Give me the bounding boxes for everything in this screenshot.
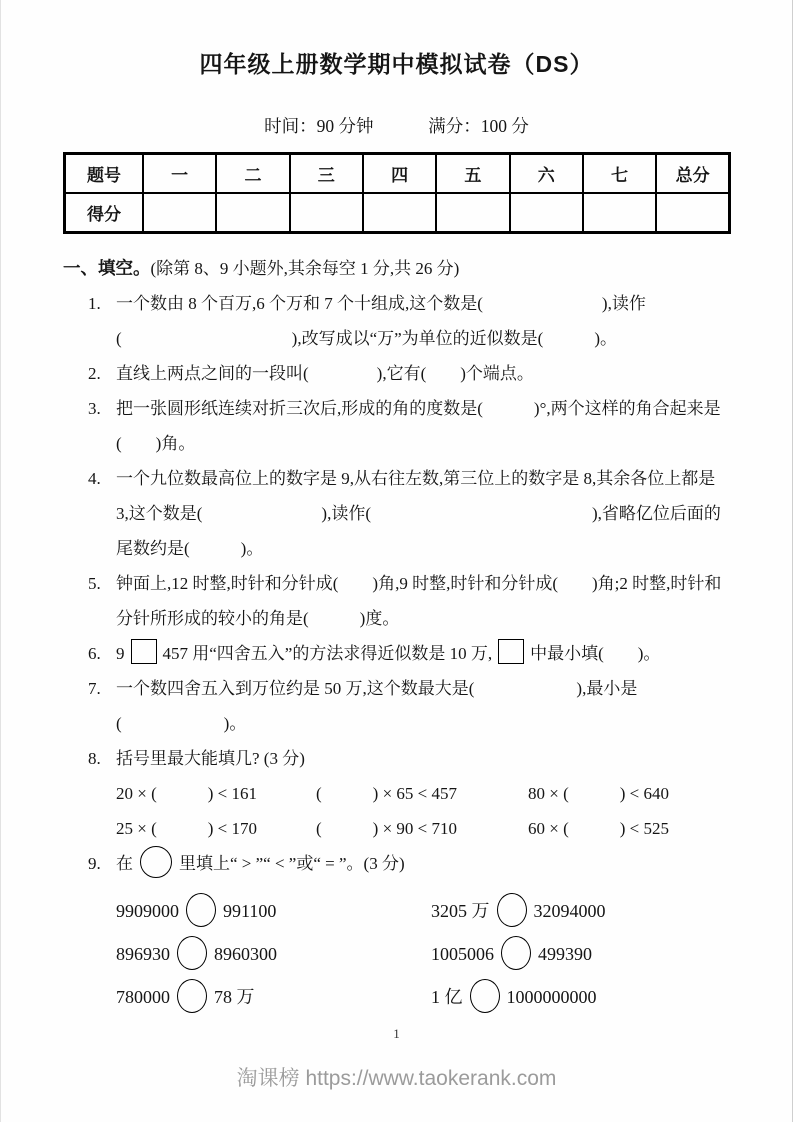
question-number: 6. <box>88 644 101 663</box>
comparison-row <box>116 932 730 975</box>
score-table-header-row <box>65 154 730 194</box>
question-1 <box>63 286 730 356</box>
compare-circle-icon <box>140 846 172 878</box>
score-table-col-total: 总分 <box>656 154 729 194</box>
left-value: 9909000 <box>116 900 179 921</box>
right-value: 32094000 <box>533 900 606 921</box>
right-value: 1000000000 <box>506 986 597 1007</box>
comparison-rows <box>116 889 730 1018</box>
score-cell <box>143 193 216 233</box>
left-value: 3205 万 <box>431 900 490 921</box>
section-one-heading <box>63 251 730 286</box>
comparison-pair <box>116 936 431 972</box>
score-table-col-3: 三 <box>290 154 363 194</box>
compare-circle-icon <box>177 936 207 970</box>
question-6-segment-2: 457 用“四舍五入”的方法求得近似数是 10 万, <box>162 644 493 663</box>
question-number: 3. <box>88 399 101 418</box>
question-number: 9. <box>88 854 101 873</box>
score-cell <box>656 193 729 233</box>
question-9-prompt <box>116 846 730 881</box>
question-text <box>116 741 730 846</box>
question-6-segment-3: 中最小填( )。 <box>530 644 661 663</box>
score-table-col-2: 二 <box>216 154 289 194</box>
score-cell <box>216 193 289 233</box>
score-table-col-1: 一 <box>143 154 216 194</box>
watermark-footer: 淘课榜 https://www.taokerank.com <box>236 1067 557 1090</box>
expression: ( ) × 65 < 457 <box>316 784 457 803</box>
comparison-row <box>116 975 730 1018</box>
question-8-prompt: 括号里最大能填几? (3 分) <box>116 749 305 768</box>
question-9 <box>63 846 730 1018</box>
right-value: 991100 <box>223 900 277 921</box>
compare-circle-icon <box>497 893 527 927</box>
question-text: 一个数由 8 个百万,6 个万和 7 个十组成,这个数是( ),读作( ),改写成以“万”为单位的近似数是( )。 <box>116 294 646 348</box>
comparison-row <box>116 889 730 932</box>
question-9-post: 里填上“ > ”“ < ”或“ = ”。(3 分) <box>179 854 405 873</box>
question-number: 5. <box>88 574 101 593</box>
question-8 <box>63 741 730 846</box>
page-title: 四年级上册数学期中模拟试卷（DS） <box>199 51 594 77</box>
expression: ( ) × 90 < 710 <box>316 819 457 838</box>
question-number: 8. <box>88 749 101 768</box>
question-number: 7. <box>88 679 101 698</box>
comparison-pair <box>116 893 431 929</box>
question-6-segment-1: 9 <box>116 644 125 663</box>
expression: 80 × ( ) < 640 <box>528 784 669 803</box>
score-cell <box>290 193 363 233</box>
score-table-col-4: 四 <box>363 154 436 194</box>
score-table-row-label: 得分 <box>65 193 144 233</box>
question-number: 4. <box>88 469 101 488</box>
question-4 <box>63 461 730 566</box>
compare-circle-icon <box>186 893 216 927</box>
left-value: 780000 <box>116 986 170 1007</box>
exam-content <box>1 0 792 1018</box>
right-value: 8960300 <box>214 943 277 964</box>
section-one-note: (除第 8、9 小题外,其余每空 1 分,共 26 分) <box>150 259 460 278</box>
score-table-score-row <box>65 193 730 233</box>
score-table-col-7: 七 <box>583 154 656 194</box>
question-7 <box>63 671 730 741</box>
score-cell <box>583 193 656 233</box>
left-value: 1005006 <box>431 943 494 964</box>
comparison-pair <box>431 979 597 1015</box>
exam-time-label: 时间：90 分钟 <box>264 116 374 136</box>
question-text: 直线上两点之间的一段叫( ),它有( )个端点。 <box>116 364 534 383</box>
score-table-col-6: 六 <box>510 154 583 194</box>
blank-square-box <box>131 639 157 664</box>
expression: 25 × ( ) < 170 <box>116 819 257 838</box>
score-table-header-label: 题号 <box>65 154 144 194</box>
question-text <box>116 636 730 671</box>
score-cell <box>363 193 436 233</box>
expression: 20 × ( ) < 161 <box>116 784 257 803</box>
right-value: 499390 <box>538 943 592 964</box>
expression-row <box>116 776 730 811</box>
question-text <box>116 846 730 1018</box>
question-text: 一个数四舍五入到万位约是 50 万,这个数最大是( ),最小是( )。 <box>116 679 638 733</box>
compare-circle-icon <box>470 979 500 1013</box>
exam-info <box>63 113 730 138</box>
comparison-pair <box>116 979 431 1015</box>
question-3 <box>63 391 730 461</box>
question-number: 2. <box>88 364 101 383</box>
question-6 <box>63 636 730 671</box>
page-number: 1 <box>393 1026 400 1041</box>
right-value: 78 万 <box>214 986 255 1007</box>
section-one-title: 一、填空。 <box>63 258 151 278</box>
score-table-col-5: 五 <box>436 154 509 194</box>
score-cell <box>436 193 509 233</box>
left-value: 896930 <box>116 943 170 964</box>
question-text: 一个九位数最高位上的数字是 9,从右往左数,第三位上的数字是 8,其余各位上都是 3,这个数是( ),读作( ),省略亿位后面的尾数约是( )。 <box>116 469 721 558</box>
question-9-pre: 在 <box>116 854 133 873</box>
compare-circle-icon <box>177 979 207 1013</box>
question-2 <box>63 356 730 391</box>
exam-fullscore-label: 满分：100 分 <box>428 116 529 136</box>
expression-row <box>116 811 730 846</box>
question-5 <box>63 566 730 636</box>
question-number: 1. <box>88 294 101 313</box>
left-value: 1 亿 <box>431 986 463 1007</box>
question-text: 钟面上,12 时整,时针和分针成( )角,9 时整,时针和分针成( )角;2 时整,时针和分针所形成的较小的角是( )度。 <box>116 574 722 628</box>
comparison-pair <box>431 936 592 972</box>
score-table <box>63 152 731 234</box>
compare-circle-icon <box>501 936 531 970</box>
score-cell <box>510 193 583 233</box>
comparison-pair <box>431 893 606 929</box>
expression: 60 × ( ) < 525 <box>528 819 669 838</box>
blank-square-box <box>498 639 524 664</box>
question-text: 把一张圆形纸连续对折三次后,形成的角的度数是( )°,两个这样的角合起来是( )角。 <box>116 399 721 453</box>
